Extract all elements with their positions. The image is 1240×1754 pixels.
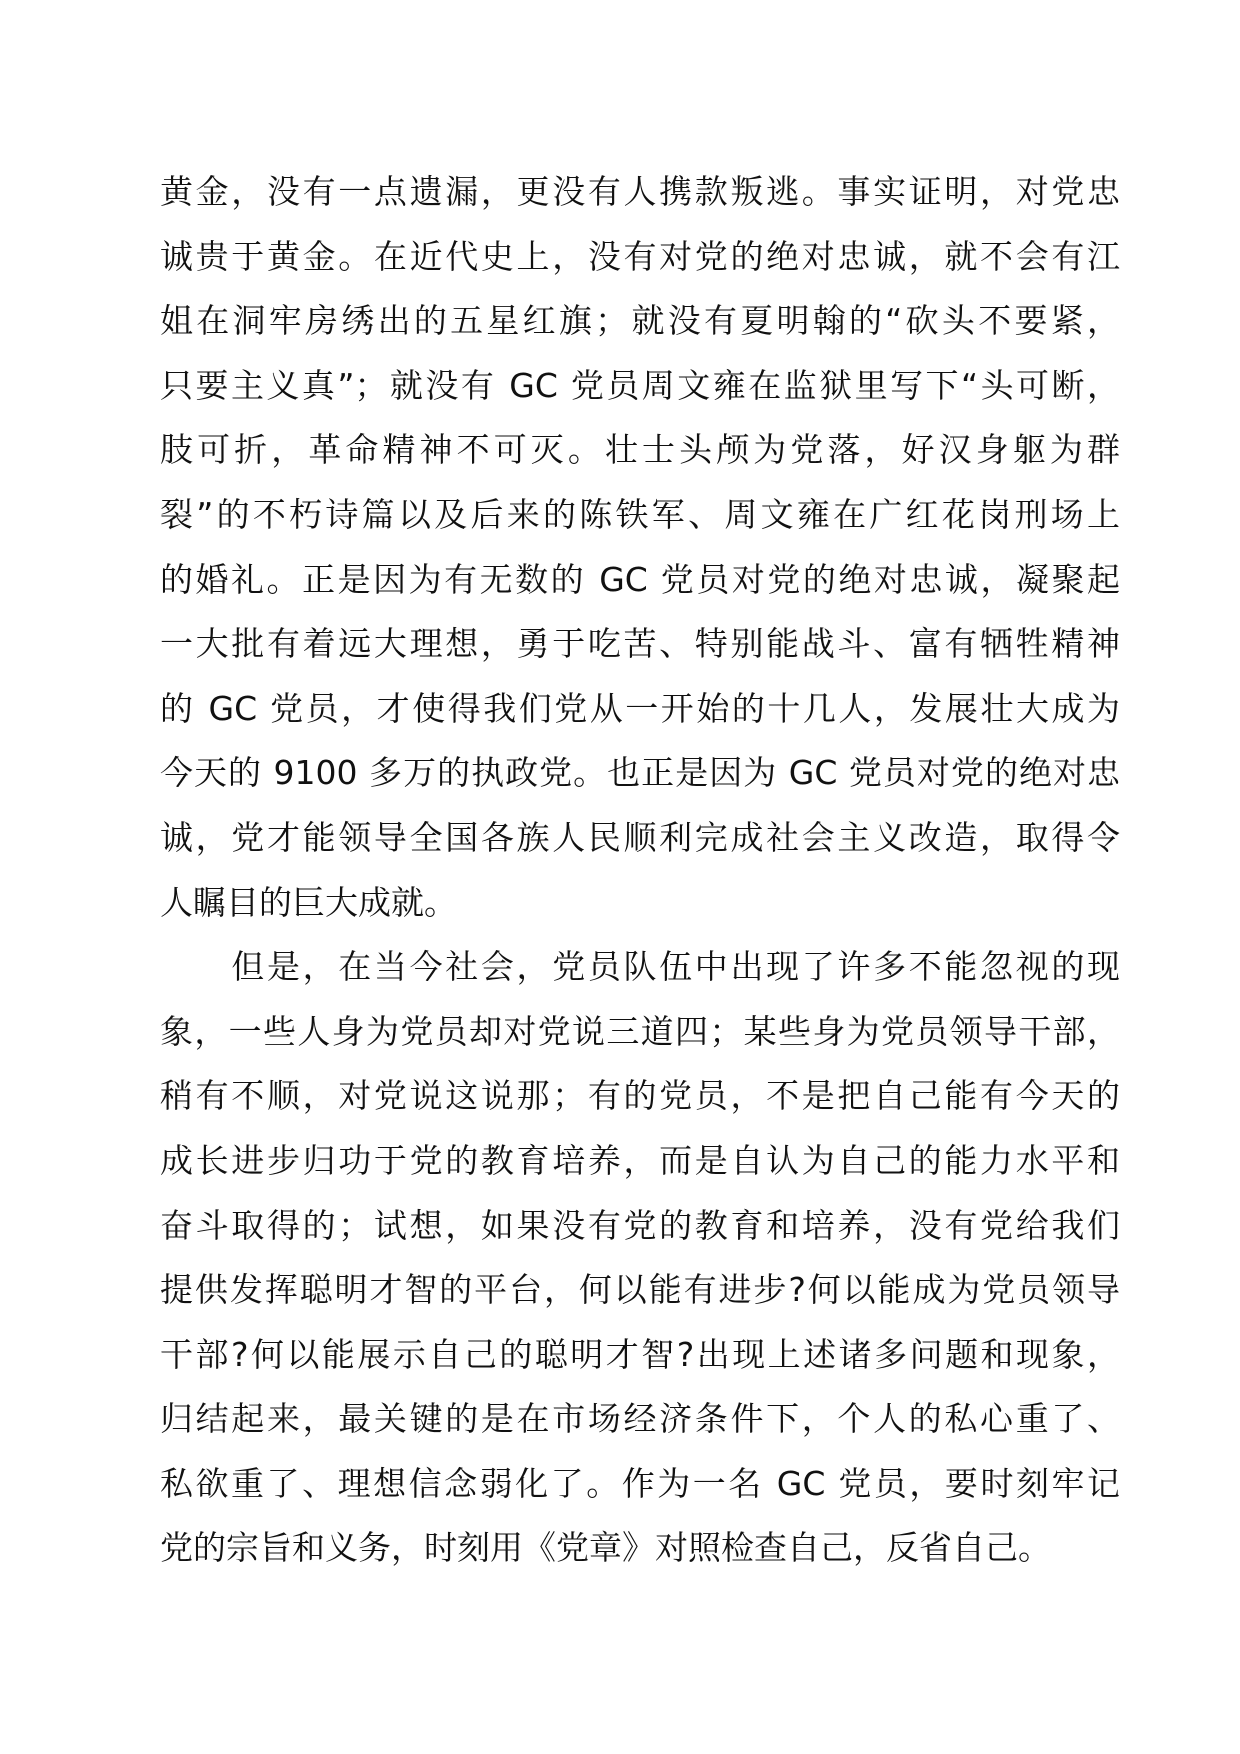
text-line: 归结起来，最关键的是在市场经济条件下，个人的私心重了、 <box>160 1399 1120 1439</box>
text-line: 私欲重了、理想信念弱化了。作为一名 GC 党员，要时刻牢记 <box>160 1463 1120 1503</box>
text-line: 稍有不顺，对党说这说那；有的党员，不是把自己能有今天的 <box>160 1076 1120 1116</box>
text-line: 象，一些人身为党员却对党说三道四；某些身为党员领导干部， <box>160 1011 1120 1051</box>
text-line: 提供发挥聪明才智的平台，何以能有进步?何以能成为党员领导 <box>160 1270 1120 1310</box>
text-line: 裂”的不朽诗篇以及后来的陈铁军、周文雍在广红花岗刑场上 <box>160 494 1120 534</box>
text-line: 黄金，没有一点遗漏，更没有人携款叛逃。事实证明，对党忠 <box>160 172 1120 211</box>
text-line: 一大批有着远大理想，勇于吃苦、特别能战斗、富有牺牲精神 <box>160 624 1120 664</box>
text-line: 干部?何以能展示自己的聪明才智?出现上述诸多问题和现象， <box>160 1334 1120 1374</box>
text-line-paragraph-start: 但是，在当今社会，党员队伍中出现了许多不能忽视的现 <box>160 947 1120 987</box>
text-line: 肢可折，革命精神不可灭。壮士头颅为党落，好汉身躯为群 <box>160 430 1120 470</box>
text-line-paragraph-end: 党的宗旨和义务，时刻用《党章》对照检查自己，反省自己。 <box>160 1528 1051 1568</box>
text-line: 今天的 9100 多万的执政党。也正是因为 GC 党员对党的绝对忠 <box>160 753 1120 793</box>
text-line: 诚贵于黄金。在近代史上，没有对党的绝对忠诚，就不会有江 <box>160 236 1120 276</box>
text-line: 成长进步归功于党的教育培养，而是自认为自己的能力水平和 <box>160 1140 1120 1180</box>
body-text <box>160 160 1120 1581</box>
text-line: 奋斗取得的；试想，如果没有党的教育和培养，没有党给我们 <box>160 1205 1120 1245</box>
text-line: 只要主义真”；就没有 GC 党员周文雍在监狱里写下“头可断， <box>160 365 1120 405</box>
text-line: 的婚礼。正是因为有无数的 GC 党员对党的绝对忠诚，凝聚起 <box>160 559 1120 599</box>
text-line: 的 GC 党员，才使得我们党从一开始的十几人，发展壮大成为 <box>160 688 1120 728</box>
text-line: 姐在洞牢房绣出的五星红旗；就没有夏明翰的“砍头不要紧， <box>160 301 1120 341</box>
text-line: 诚，党才能领导全国各族人民顺利完成社会主义改造，取得令 <box>160 817 1120 857</box>
text-line-paragraph-end: 人瞩目的巨大成就。 <box>160 882 457 922</box>
